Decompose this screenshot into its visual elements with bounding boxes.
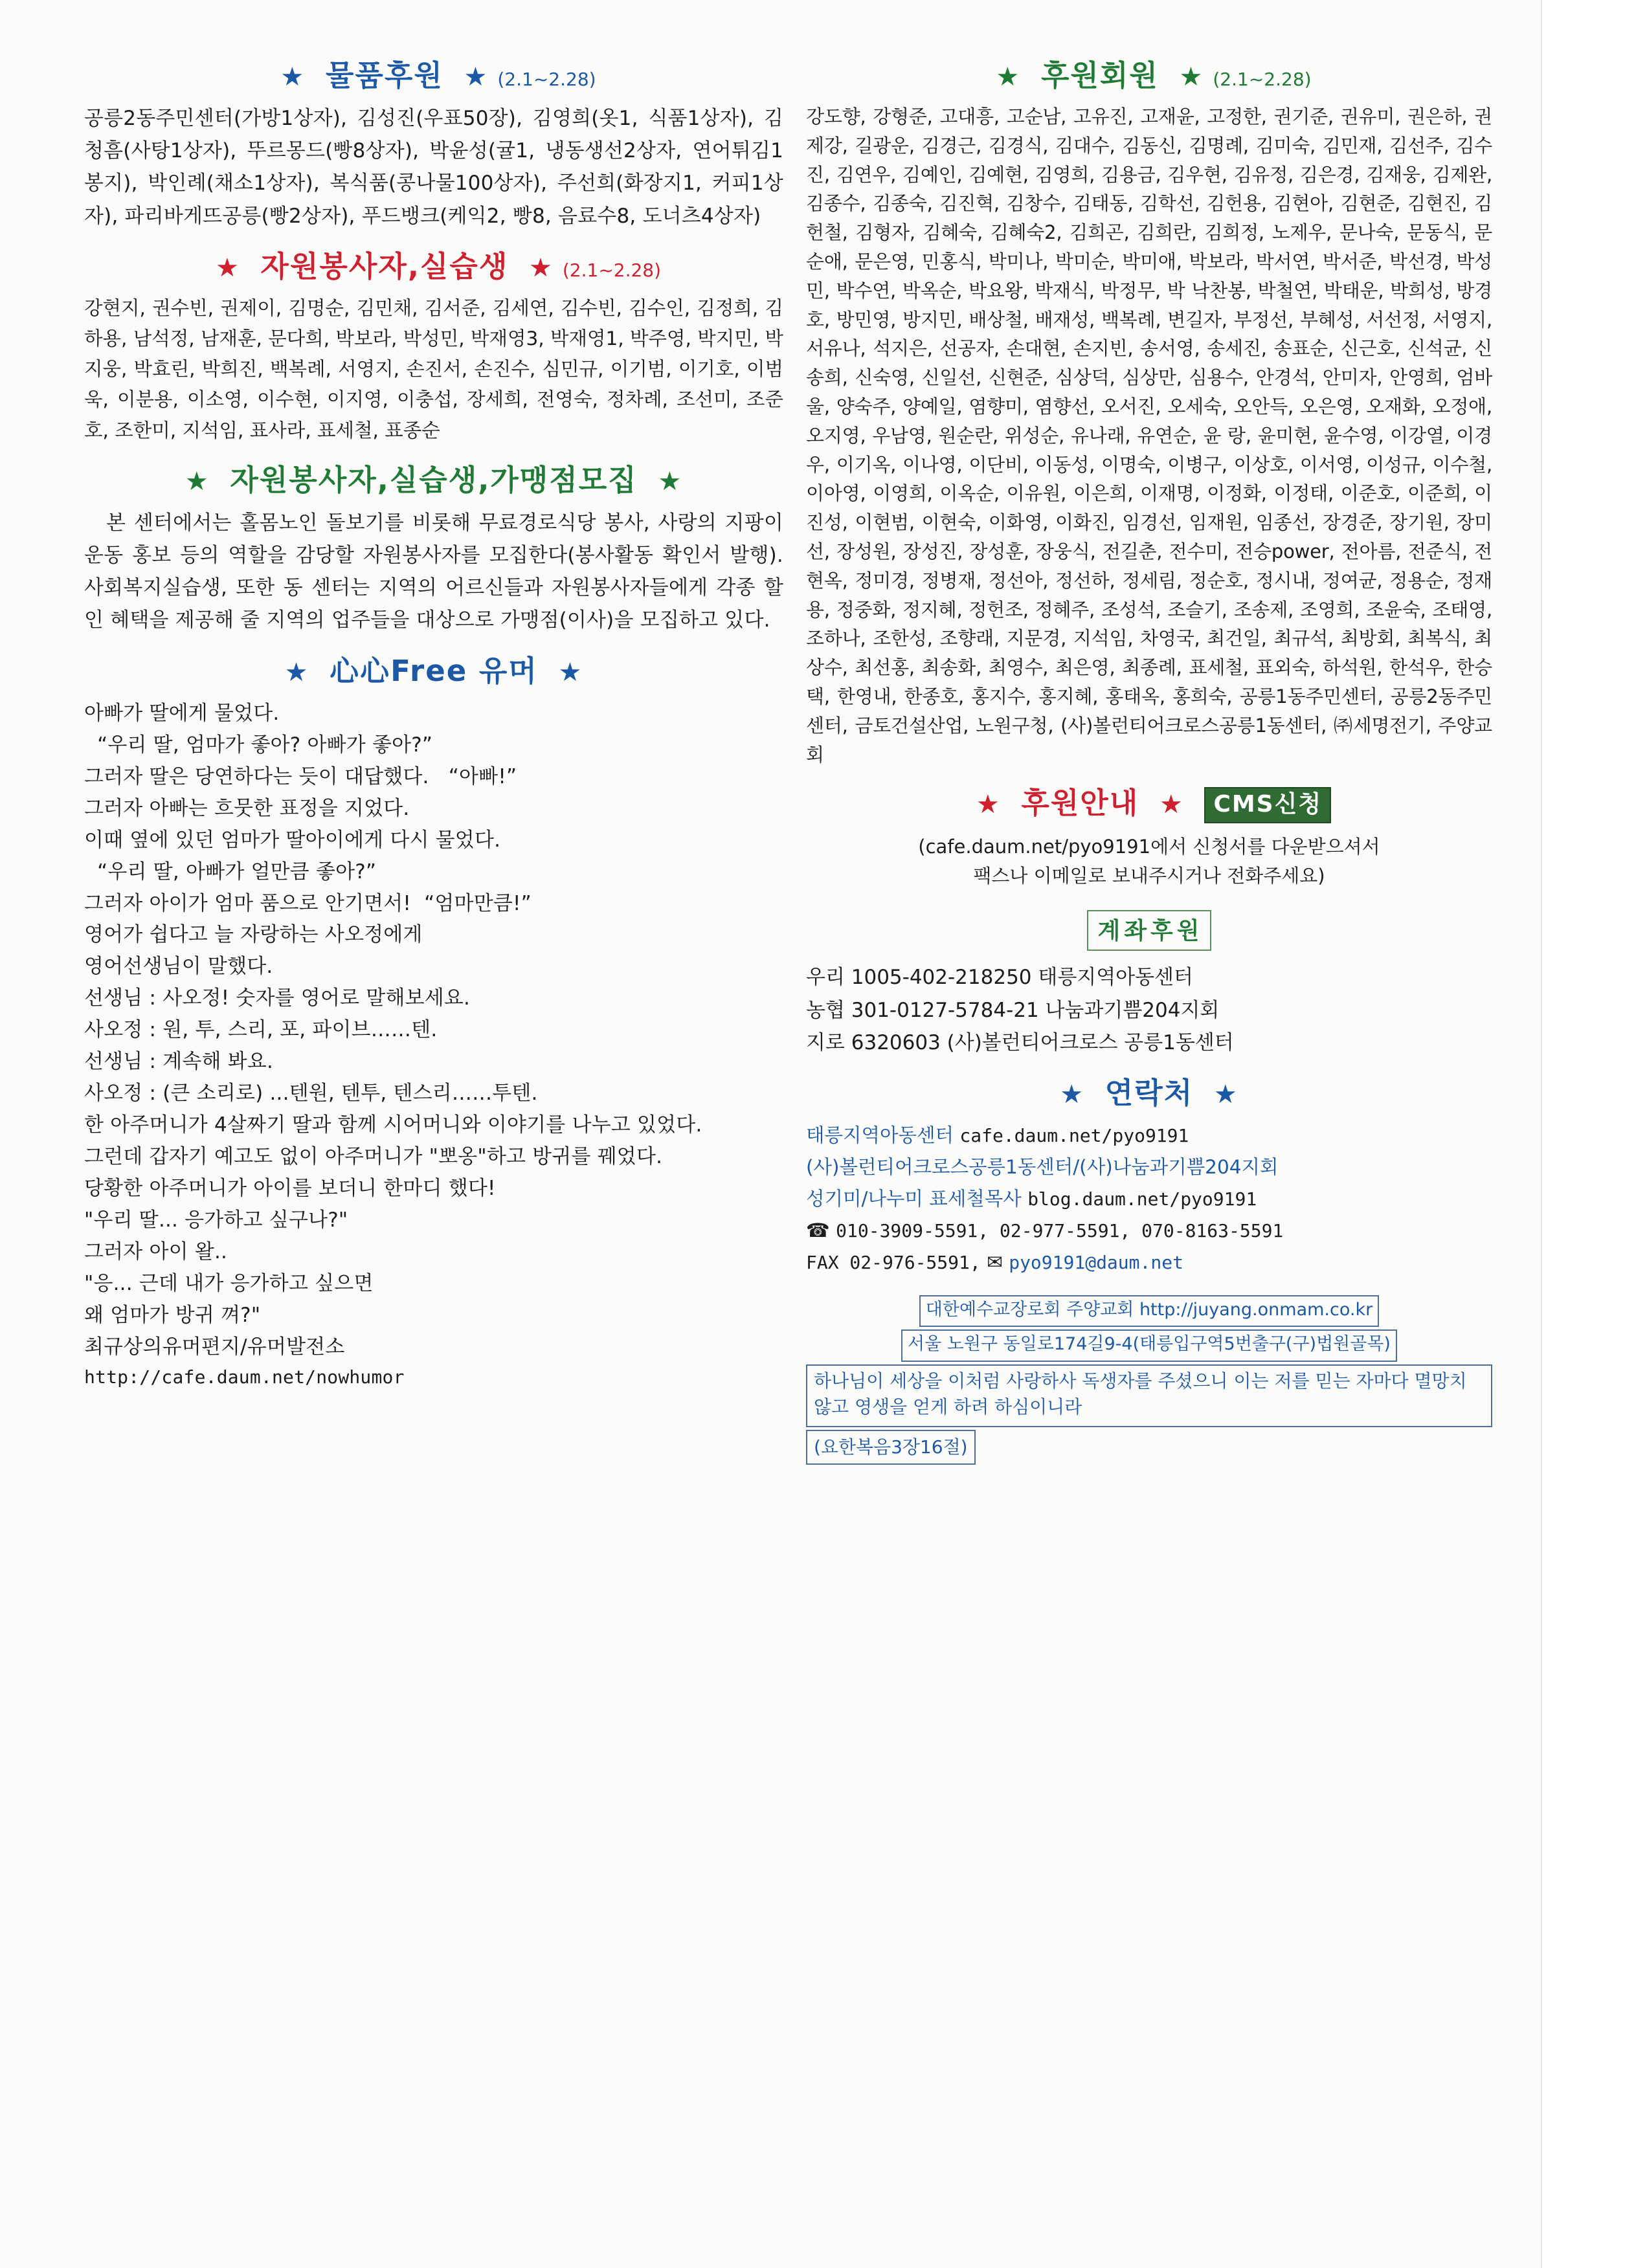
humor-line: 최규상의유머편지/유머발전소: [84, 1335, 345, 1359]
star-icon: ★: [284, 657, 309, 687]
volunteers-heading: [84, 249, 783, 284]
cms-apply-badge[interactable]: CMS신청: [1204, 787, 1331, 823]
humor-line: "응... 근데 내가 응가하고 싶으면: [84, 1272, 374, 1296]
humor-line: 그러자 아이 왈..: [84, 1240, 228, 1264]
humor-line: 사오정 : 원, 투, 스리, 포, 파이브……텐.: [84, 1018, 438, 1042]
humor-source-url[interactable]: http://cafe.daum.net/nowhumor: [84, 1366, 405, 1388]
goods-support-range: (2.1~2.28): [497, 69, 596, 90]
footer-bible-reference: (요한복음3장16절): [806, 1430, 976, 1465]
humor-line: 선생님 : 계속해 봐요.: [84, 1050, 274, 1074]
contact-fax-number: FAX 02-976-5591,: [806, 1251, 981, 1273]
section-recruit: [84, 463, 783, 637]
star-icon: ★: [280, 62, 306, 92]
contact-blog-url[interactable]: blog.daum.net/pyo9191: [1027, 1188, 1257, 1210]
section-account-support: [806, 910, 1492, 1059]
recruit-heading: [84, 463, 783, 498]
members-name-list: 강도향, 강형준, 고대흥, 고순남, 고유진, 고재윤, 고정한, 권기준, 권유미, 권은하, 권제강, 길광운, 김경근, 김경식, 김대수, 김동신, 김명례, 김미숙, 김민재, 김선주, 김수진, 김연우, 김예인, 김예현, 김영희, 김용금, 김우현, 김유정, 김은경, 김재웅, 김제완, 김종수, 김종숙, 김진혁, 김창수, 김태동, 김학선, 김헌용, 김현아, 김현준, 김현진, 김헌철, 김형자, 김혜숙, 김혜숙2, 김희곤, 김희란, 김희정, 노제우, 문나숙, 문동식, 문순애, 문은영, 민홍식, 박미나, 박미순, 박미애, 박보라, 박서연, 박서준, 박선경, 박성민, 박수연, 박옥순, 박요왕, 박재식, 박정무, 박 낙찬봉, 박철연, 박태운, 박희성, 방경호, 방민영, 방지민, 배상철, 배재성, 백복례, 변길자, 부정선, 부혜성, 서선정, 서영지, 서유나, 석지은, 선공자, 손대현, 손지빈, 송서영, 송세진, 송표순, 신근호, 신석균, 신송희, 신숙영, 신일선, 신현준, 심상덕, 심상만, 심용수, 안경석, 안미자, 안영희, 엄바울, 양숙주, 양예일, 염향미, 염향선, 오서진, 오세숙, 오안득, 오은영, 오재화, 오정애, 오지영, 우남영, 원순란, 위성순, 유나래, 유연순, 윤 랑, 윤미현, 윤수영, 이강열, 이경우, 이기옥, 이나영, 이단비, 이동성, 이명숙, 이병구, 이상호, 이서영, 이성규, 이수철, 이아영, 이영희, 이옥순, 이유원, 이은희, 이재명, 이정화, 이정태, 이준호, 이준희, 이진성, 이현범, 이현숙, 이화영, 이화진, 임경선, 임재원, 임종선, 장경준, 장기원, 장미선, 장성원, 장성진, 장성훈, 장웅식, 전길춘, 전수미, 전승power, 전아름, 전준식, 전현옥, 정미경, 정병재, 정선아, 정선하, 정세림, 정순호, 정시내, 정여균, 정용순, 정재용, 정중화, 정지혜, 정헌조, 정혜주, 조성석, 조슬기, 조송제, 조영희, 조윤숙, 조태영, 조하나, 조한성, 조향래, 지문경, 지석임, 차영국, 최건일, 최규석, 최방회, 최복식, 최상수, 최선홍, 최송화, 최영수, 최은영, 최종례, 표세철, 표외숙, 하석원, 한석우, 한승택, 한영내, 한종호, 홍지수, 홍지혜, 홍태옥, 홍희숙, 공릉1동주민센터, 공릉2동주민센터, 금토건설산업, 노원구청, (사)볼런티어크로스공릉1동센터, ㈜세명전기, 주양교회: [806, 106, 1492, 766]
humor-line: 영어가 쉽다고 늘 자랑하는 사오정에게: [84, 923, 423, 947]
recruit-text: 본 센터에서는 홀몸노인 돌보기를 비롯해 무료경로식당 봉사, 사랑의 지팡이 운동 홍보 등의 역할을 감당할 자원봉사자를 모집한다(봉사활동 확인서 발행). 사회복지실습생, 또한 동 센터는 지역의 어르신들과 자원봉사자들에게 각종 할인 혜택을 제공해 줄 지역의 업주들을 대상으로 가맹점(이사)을 모집하고 있다.: [84, 511, 783, 632]
section-contact: [806, 1076, 1492, 1278]
footer-bible-verse: 하나님이 세상을 이처럼 사랑하사 독생자를 주셨으니 이는 저를 믿는 자마다 멸망치 않고 영생을 얻게 하려 하심이니라: [806, 1364, 1492, 1427]
contact-center-line: [806, 1120, 1492, 1151]
contact-phone-line: [806, 1215, 1492, 1247]
footer-church-line[interactable]: 대한예수교장로회 주양교회 http://juyang.onmam.co.kr: [919, 1295, 1379, 1327]
star-icon: ★: [464, 62, 489, 92]
contact-org-line: (사)볼런티어크로스공릉1동센터/(사)나눔과기쁨204지회: [806, 1155, 1279, 1178]
section-volunteers: [84, 249, 783, 446]
section-support-guide: [806, 786, 1492, 891]
members-title: 후원회원: [1040, 58, 1159, 93]
star-icon: ★: [529, 252, 554, 283]
goods-support-title: 물품후원: [325, 58, 443, 93]
support-guide-notice: [806, 832, 1492, 891]
support-guide-notice-line1: (cafe.daum.net/pyo9191에서 신청서를 다운받으셔서: [918, 836, 1380, 858]
humor-line: 이때 옆에 있던 엄마가 딸아이에게 다시 물었다.: [84, 828, 501, 852]
members-heading: [806, 58, 1492, 93]
phone-icon: ☎: [806, 1219, 830, 1241]
star-icon: ★: [185, 466, 210, 496]
star-icon: ★: [1179, 62, 1204, 92]
account-line: 농협 301-0127-5784-21 나눔과기쁨204지회: [806, 998, 1220, 1022]
section-humor: [84, 654, 783, 1392]
humor-line: “우리 딸, 아빠가 얼만큼 좋아?”: [84, 860, 377, 884]
humor-line: 그런데 갑자기 예고도 없이 아주머니가 "뽀옹"하고 방귀를 꿰었다.: [84, 1145, 663, 1169]
humor-line: 그러자 딸은 당연하다는 듯이 대답했다. “아빠!”: [84, 764, 517, 788]
contact-fax-line: [806, 1247, 1492, 1278]
contact-details: [806, 1120, 1492, 1278]
members-range: (2.1~2.28): [1213, 69, 1312, 90]
humor-line: “우리 딸, 엄마가 좋아? 아빠가 좋아?”: [84, 733, 433, 757]
contact-center-url[interactable]: cafe.daum.net/pyo9191: [959, 1124, 1189, 1146]
footer-blocks: [806, 1295, 1492, 1465]
humor-line: "우리 딸... 응가하고 싶구나?": [84, 1208, 348, 1232]
humor-line: 선생님 : 사오정! 숫자를 영어로 말해보세요.: [84, 986, 471, 1010]
goods-support-heading: [84, 58, 783, 93]
account-line: 지로 6320603 (사)볼런티어크로스 공릉1동센터: [806, 1030, 1234, 1054]
humor-body: [84, 698, 783, 1392]
section-supporting-members: [806, 58, 1492, 769]
goods-support-text: 공릉2동주민센터(가방1상자), 김성진(우표50장), 김영희(옷1, 식품1상자), 김청흠(사탕1상자), 뚜르몽드(빵8상자), 박윤성(귤1, 냉동생선2상자, 연어튀김1봉지), 박인례(채소1상자), 복식품(콩나물100상자), 주선희(화장지1, 커피1상자), 파리바게뜨공릉(빵2상자), 푸드뱅크(케익2, 빵8, 음료수8, 도너츠4상자): [84, 107, 783, 228]
contact-blog-line: [806, 1183, 1492, 1215]
star-icon: ★: [1159, 790, 1184, 820]
account-support-title-wrap: [806, 910, 1492, 951]
section-goods-support: [84, 58, 783, 232]
contact-phone-numbers: 010-3909-5591, 02-977-5591, 070-8163-5591: [836, 1219, 1284, 1241]
star-icon: ★: [658, 466, 683, 496]
humor-heading: [84, 654, 783, 689]
support-guide-notice-line2: 팩스나 이메일로 보내주시거나 전화주세요): [973, 865, 1325, 887]
support-guide-heading: [806, 786, 1492, 823]
humor-line: 아빠가 딸에게 물었다.: [84, 701, 280, 725]
account-support-title: 계좌후원: [1087, 910, 1211, 951]
volunteers-range: (2.1~2.28): [562, 259, 662, 281]
star-icon: ★: [215, 252, 240, 283]
volunteers-name-list: 강현지, 권수빈, 권제이, 김명순, 김민채, 김서준, 김세연, 김수빈, 김수인, 김정희, 김하용, 남석정, 남재훈, 문다희, 박보라, 박성민, 박재영3, 박재영1, 박주영, 박지민, 박지웅, 박효린, 박희진, 백복례, 서영지, 손진서, 손진수, 심민규, 이기범, 이기호, 이범욱, 이분용, 이소영, 이수현, 이지영, 이충섭, 장세희, 전영숙, 정차례, 조선미, 조준호, 조한미, 지석임, 표사라, 표세철, 표종순: [84, 296, 783, 441]
humor-line: 사오정 : (큰 소리로) ...텐원, 텐투, 텐스리……투텐.: [84, 1082, 538, 1106]
star-icon: ★: [1060, 1079, 1085, 1109]
star-icon: ★: [558, 657, 583, 687]
account-support-lines: [806, 961, 1492, 1059]
page-edge-strip: [1541, 0, 1647, 2268]
humor-line: 왜 엄마가 방귀 껴?": [84, 1304, 261, 1328]
humor-line: 당황한 아주머니가 아이를 보더니 한마디 했다!: [84, 1177, 496, 1201]
support-guide-title: 후원안내: [1021, 786, 1139, 821]
star-icon: ★: [976, 790, 1001, 820]
star-icon: ★: [1213, 1079, 1238, 1109]
contact-title: 연락처: [1104, 1075, 1194, 1110]
recruit-title: 자원봉사자,실습생,가맹점모집: [230, 462, 638, 497]
volunteers-title: 자원봉사자,실습생: [260, 249, 509, 284]
contact-heading: [806, 1076, 1492, 1111]
account-line: 우리 1005-402-218250 태릉지역아동센터: [806, 966, 1193, 990]
contact-email[interactable]: pyo9191@daum.net: [1009, 1251, 1183, 1273]
footer-address-line: 서울 노원구 동일로174길9-4(태릉입구역5번출구(구)법원골목): [901, 1329, 1397, 1361]
contact-pastor-name: 성기미/나누미 표세철목사: [806, 1187, 1022, 1210]
star-icon: ★: [996, 62, 1021, 92]
humor-line: 한 아주머니가 4살짜기 딸과 함께 시어머니와 이야기를 나누고 있었다.: [84, 1113, 702, 1137]
mail-icon: ✉: [987, 1251, 1003, 1273]
humor-line: 그러자 아이가 엄마 품으로 안기면서! “엄마만큼!”: [84, 891, 532, 915]
humor-line: 영어선생님이 말했다.: [84, 955, 273, 979]
left-column: [84, 58, 783, 1408]
humor-title: 心心Free 유머: [330, 653, 538, 688]
humor-line: 그러자 아빠는 흐뭇한 표정을 지었다.: [84, 796, 410, 820]
right-column: [806, 58, 1492, 1465]
contact-center-name: 태릉지역아동센터: [806, 1124, 954, 1146]
